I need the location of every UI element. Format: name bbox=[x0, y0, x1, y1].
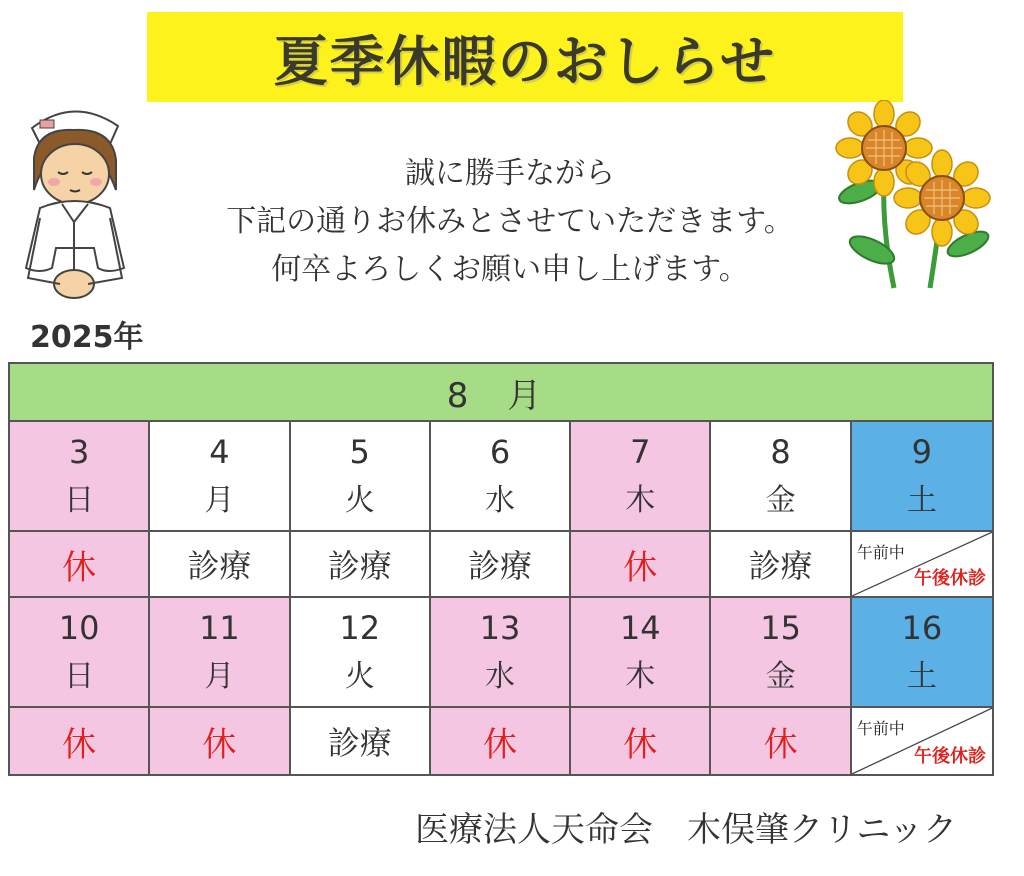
date-cell bbox=[291, 422, 431, 532]
holiday-calendar bbox=[8, 362, 994, 776]
status-cell bbox=[431, 708, 571, 774]
day-weekday: 水 bbox=[484, 483, 515, 518]
day-number: 10 bbox=[58, 609, 100, 647]
status-cell bbox=[10, 532, 150, 598]
day-weekday: 木 bbox=[625, 483, 656, 518]
message-line-2: 下記の通りお休みとさせていただきます。 bbox=[226, 204, 794, 239]
status-cell bbox=[431, 532, 571, 598]
status-closed: 休 bbox=[623, 724, 658, 765]
date-cell bbox=[852, 598, 992, 708]
status-cell bbox=[711, 532, 851, 598]
day-number: 15 bbox=[760, 609, 801, 647]
day-number: 5 bbox=[349, 433, 370, 471]
status-closed: 休 bbox=[482, 724, 517, 765]
status-open: 診療 bbox=[327, 547, 392, 585]
day-number: 11 bbox=[199, 609, 240, 647]
day-number: 16 bbox=[901, 609, 943, 647]
status-open: 診療 bbox=[467, 547, 532, 585]
day-number: 13 bbox=[479, 609, 521, 647]
clinic-name: 医療法人天命会 木俣肇クリニック bbox=[415, 810, 957, 850]
status-afternoon-closed: 午後休診 bbox=[914, 568, 986, 589]
day-weekday: 土 bbox=[906, 659, 937, 694]
notice-message bbox=[150, 150, 870, 294]
date-cell bbox=[150, 598, 290, 708]
status-cell bbox=[10, 708, 150, 774]
status-cell bbox=[711, 708, 851, 774]
calendar-grid bbox=[10, 422, 992, 774]
status-cell bbox=[571, 532, 711, 598]
status-cell bbox=[291, 532, 431, 598]
day-weekday: 日 bbox=[64, 483, 95, 518]
status-morning: 午前中 bbox=[856, 719, 905, 738]
day-number: 4 bbox=[209, 433, 230, 471]
day-number: 9 bbox=[911, 433, 933, 471]
year-label: 2025年 bbox=[30, 320, 144, 355]
day-weekday: 月 bbox=[204, 483, 235, 518]
day-number: 7 bbox=[630, 433, 651, 471]
status-cell bbox=[291, 708, 431, 774]
status-cell bbox=[571, 708, 711, 774]
day-weekday: 木 bbox=[625, 659, 656, 694]
nurse-illustration bbox=[18, 98, 130, 308]
status-closed: 休 bbox=[623, 547, 658, 588]
status-morning: 午前中 bbox=[856, 543, 905, 562]
status-closed: 休 bbox=[202, 724, 237, 765]
day-weekday: 火 bbox=[344, 659, 375, 694]
day-weekday: 土 bbox=[906, 483, 937, 518]
message-line-1: 誠に勝手ながら bbox=[405, 156, 615, 191]
status-closed: 休 bbox=[763, 724, 798, 765]
date-cell bbox=[10, 422, 150, 532]
day-weekday: 金 bbox=[765, 659, 796, 694]
month-header: 8 月 bbox=[10, 364, 992, 422]
day-weekday: 火 bbox=[344, 483, 375, 518]
date-cell bbox=[711, 598, 851, 708]
day-number: 6 bbox=[489, 433, 511, 471]
status-cell bbox=[150, 532, 290, 598]
date-cell bbox=[291, 598, 431, 708]
date-cell bbox=[431, 422, 571, 532]
day-weekday: 月 bbox=[204, 659, 235, 694]
day-weekday: 日 bbox=[64, 659, 95, 694]
status-open: 診療 bbox=[748, 547, 813, 585]
status-cell bbox=[150, 708, 290, 774]
date-cell bbox=[571, 598, 711, 708]
status-afternoon-closed: 午後休診 bbox=[914, 746, 986, 767]
status-cell-half-day bbox=[852, 708, 992, 774]
day-weekday: 水 bbox=[484, 659, 515, 694]
status-closed: 休 bbox=[62, 547, 97, 588]
date-cell bbox=[150, 422, 290, 532]
day-weekday: 金 bbox=[765, 483, 796, 518]
day-number: 12 bbox=[339, 609, 381, 647]
status-open: 診療 bbox=[327, 724, 392, 762]
date-cell bbox=[431, 598, 571, 708]
date-cell bbox=[711, 422, 851, 532]
page-title: 夏季休暇のおしらせ bbox=[273, 29, 777, 93]
date-cell bbox=[852, 422, 992, 532]
date-cell bbox=[10, 598, 150, 708]
status-open: 診療 bbox=[187, 547, 252, 585]
message-line-3: 何卒よろしくお願い申し上げます。 bbox=[271, 252, 749, 287]
status-cell-half-day bbox=[852, 532, 992, 598]
date-cell bbox=[571, 422, 711, 532]
day-number: 3 bbox=[68, 433, 90, 471]
status-closed: 休 bbox=[62, 724, 97, 765]
title-banner bbox=[147, 12, 903, 102]
day-number: 8 bbox=[770, 433, 791, 471]
day-number: 14 bbox=[619, 609, 661, 647]
